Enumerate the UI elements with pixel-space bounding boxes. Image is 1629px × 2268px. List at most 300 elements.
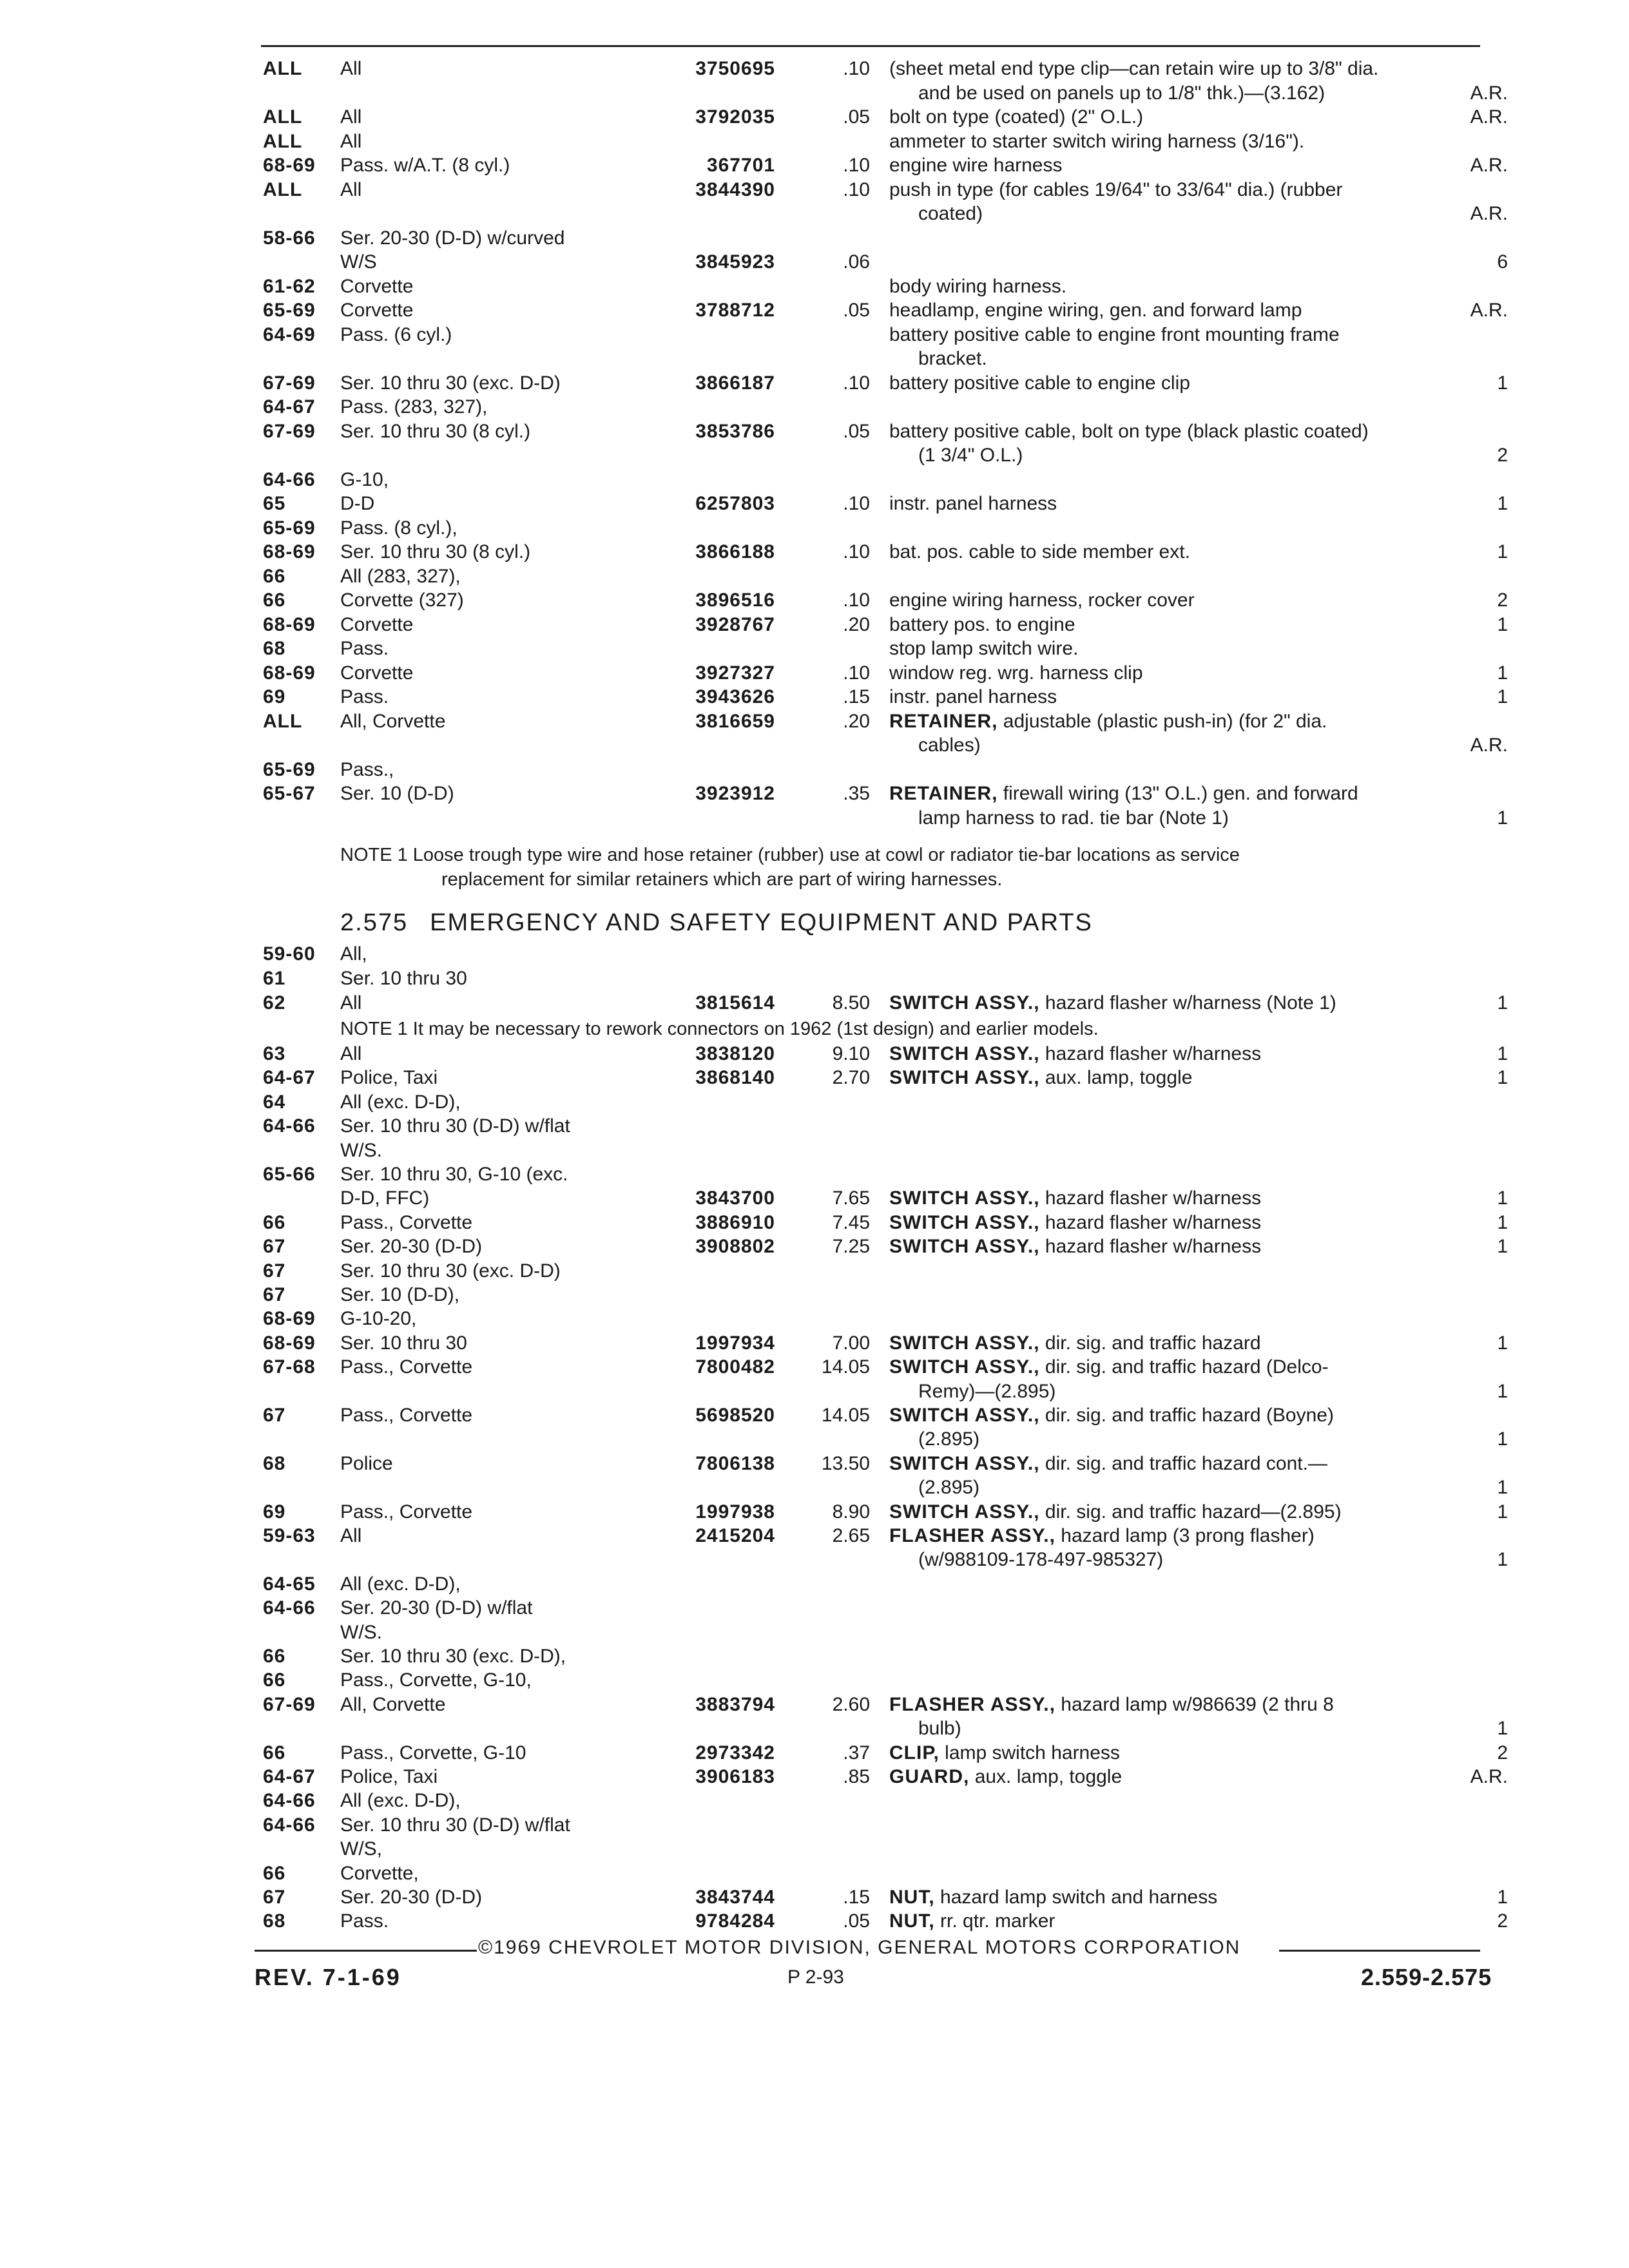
description xyxy=(889,178,1342,202)
parts-row xyxy=(0,1235,1629,1260)
model-application: Ser. 10 thru 30 xyxy=(340,968,467,989)
description-continued: and be used on panels up to 1/8" thk.)—(3.162) xyxy=(918,82,1325,104)
price: .10 xyxy=(843,372,870,394)
quantity: 1 xyxy=(1497,1067,1508,1089)
part-name: SWITCH ASSY., xyxy=(889,1236,1040,1258)
parts-row xyxy=(0,1355,1629,1381)
price: .10 xyxy=(843,58,870,79)
model-year: 64-66 xyxy=(263,1814,316,1836)
description-text: firewall wiring (13" O.L.) gen. and forward xyxy=(1003,783,1358,804)
description-text: hazard flasher w/harness xyxy=(1045,1043,1262,1064)
description xyxy=(889,1693,1334,1717)
quantity: 1 xyxy=(1497,686,1508,707)
model-year: ALL xyxy=(263,130,303,152)
footer-revision: REV. 7-1-69 xyxy=(255,1964,401,1990)
description xyxy=(889,637,1078,661)
description-text: dir. sig. and traffic hazard—(2.895) xyxy=(1045,1501,1342,1523)
model-year: 59-60 xyxy=(263,943,316,965)
model-application: Ser. 10 thru 30, G-10 (exc. xyxy=(340,1164,568,1185)
model-application: Ser. 10 thru 30 (exc. D-D) xyxy=(340,372,561,394)
parts-row xyxy=(0,1331,1629,1357)
model-year: 67 xyxy=(263,1260,286,1282)
model-year: 65-67 xyxy=(263,783,316,804)
part-number: 7806138 xyxy=(695,1452,775,1474)
part-name: SWITCH ASSY., xyxy=(889,1067,1040,1089)
description-text: aux. lamp, toggle xyxy=(974,1766,1123,1787)
description xyxy=(889,105,1143,130)
price: 7.25 xyxy=(832,1236,870,1258)
description xyxy=(889,57,1378,81)
model-year: 64-66 xyxy=(263,1597,316,1619)
model-application: All, Corvette xyxy=(340,710,446,732)
part-name: SWITCH ASSY., xyxy=(889,992,1040,1014)
section-title: EMERGENCY AND SAFETY EQUIPMENT AND PARTS xyxy=(430,909,1093,936)
price: .20 xyxy=(843,710,870,732)
model-year: 62 xyxy=(263,992,286,1014)
description xyxy=(889,1524,1315,1548)
quantity: 2 xyxy=(1497,445,1508,466)
description xyxy=(889,492,1057,516)
model-application: Pass. (8 cyl.), xyxy=(340,517,458,539)
model-application: Police, Taxi xyxy=(340,1766,438,1787)
description xyxy=(889,1355,1329,1379)
model-application: Pass., Corvette, G-10, xyxy=(340,1669,532,1691)
model-year: 65 xyxy=(263,493,286,514)
note-connector: NOTE 1 It may be necessary to rework connectors on 1962 (1st design) and earlier models. xyxy=(340,1019,1099,1039)
parts-row xyxy=(0,1452,1629,1477)
model-application: Pass., Corvette xyxy=(340,1356,473,1378)
parts-row xyxy=(0,1693,1629,1718)
quantity: A.R. xyxy=(1470,300,1508,321)
parts-row xyxy=(0,1620,1629,1646)
parts-row xyxy=(0,806,1629,832)
quantity: 1 xyxy=(1497,1236,1508,1258)
parts-row xyxy=(0,966,1629,992)
model-application: Ser. 20-30 (D-D) w/curved xyxy=(340,227,565,249)
price: .05 xyxy=(843,106,870,128)
model-application: All, Corvette xyxy=(340,1693,446,1715)
part-name: NUT, xyxy=(889,1910,935,1932)
model-year: 64-67 xyxy=(263,1766,316,1787)
part-number: 3923912 xyxy=(695,783,775,804)
description-text: dir. sig. and traffic hazard xyxy=(1045,1332,1261,1354)
description-text: hazard flasher w/harness xyxy=(1045,1187,1262,1209)
parts-row xyxy=(0,1066,1629,1091)
description-continued: (2.895) xyxy=(918,1477,980,1499)
description-text: adjustable (plastic push-in) (for 2" dia. xyxy=(1003,710,1327,732)
parts-row xyxy=(0,298,1629,324)
parts-row xyxy=(0,492,1629,517)
parts-row xyxy=(0,1789,1629,1814)
parts-row xyxy=(0,57,1629,82)
model-year: 66 xyxy=(263,565,286,587)
model-application: Police xyxy=(340,1452,393,1474)
description xyxy=(889,1741,1120,1765)
parts-row xyxy=(0,1475,1629,1501)
part-name: SWITCH ASSY., xyxy=(889,1452,1040,1474)
description xyxy=(889,709,1327,734)
description xyxy=(889,588,1195,613)
model-year: 64-67 xyxy=(263,1067,316,1089)
parts-row xyxy=(0,371,1629,397)
description xyxy=(889,1331,1261,1356)
parts-row xyxy=(0,1524,1629,1550)
description-text: body wiring harness. xyxy=(889,275,1067,297)
price: .06 xyxy=(843,251,870,273)
description xyxy=(889,782,1358,806)
model-application: Ser. 20-30 (D-D) xyxy=(340,1887,483,1908)
model-year: 69 xyxy=(263,1501,286,1523)
model-application: All (exc. D-D), xyxy=(340,1091,461,1113)
model-year: 68-69 xyxy=(263,662,316,684)
parts-row xyxy=(0,613,1629,639)
part-number: 1997938 xyxy=(695,1501,775,1523)
parts-row xyxy=(0,1596,1629,1622)
parts-row xyxy=(0,226,1629,252)
part-number: 3896516 xyxy=(695,590,775,611)
model-application: All, xyxy=(340,943,367,965)
quantity: 1 xyxy=(1497,1501,1508,1523)
model-year: 59-63 xyxy=(263,1525,316,1546)
model-application: Pass., Corvette xyxy=(340,1405,473,1426)
parts-row xyxy=(0,1837,1629,1863)
model-application: Ser. 10 (D-D), xyxy=(340,1284,460,1305)
model-application: Pass., Corvette xyxy=(340,1501,473,1523)
model-application: Ser. 10 thru 30 (exc. D-D), xyxy=(340,1646,566,1667)
parts-row xyxy=(0,991,1629,1017)
parts-row xyxy=(0,419,1629,445)
description-text: battery pos. to engine xyxy=(889,613,1075,635)
quantity: 1 xyxy=(1497,992,1508,1014)
model-year: 64-65 xyxy=(263,1573,316,1595)
price: .10 xyxy=(843,541,870,562)
description-continued: (2.895) xyxy=(918,1428,980,1450)
model-application: D-D xyxy=(340,493,375,514)
part-name: RETAINER, xyxy=(889,783,998,804)
model-application: Pass. (6 cyl.) xyxy=(340,323,452,345)
part-number: 3845923 xyxy=(695,251,775,273)
model-year: 68-69 xyxy=(263,1332,316,1354)
parts-row xyxy=(0,1042,1629,1068)
model-application: G-10, xyxy=(340,468,389,490)
description-text: engine wiring harness, rocker cover xyxy=(889,590,1195,611)
model-application: Ser. 10 thru 30 (8 cyl.) xyxy=(340,420,531,442)
part-name: FLASHER ASSY., xyxy=(889,1693,1055,1715)
description xyxy=(889,1885,1217,1910)
model-application: G-10-20, xyxy=(340,1308,417,1330)
model-year: ALL xyxy=(263,178,303,200)
model-application: All xyxy=(340,1043,362,1064)
parts-row xyxy=(0,637,1629,662)
model-year: 61-62 xyxy=(263,275,316,297)
part-number: 367701 xyxy=(706,155,775,176)
model-year: 66 xyxy=(263,590,286,611)
description-text: dir. sig. and traffic hazard cont.— xyxy=(1045,1452,1327,1474)
price: 7.45 xyxy=(832,1211,870,1233)
parts-row xyxy=(0,178,1629,204)
part-number: 3906183 xyxy=(695,1766,775,1787)
parts-row xyxy=(0,1259,1629,1285)
description-continued: bulb) xyxy=(918,1718,961,1740)
model-year: 64 xyxy=(263,1091,286,1113)
part-name: SWITCH ASSY., xyxy=(889,1043,1040,1064)
quantity: 1 xyxy=(1497,1043,1508,1064)
price: 8.50 xyxy=(832,992,870,1014)
parts-row xyxy=(0,942,1629,968)
parts-row xyxy=(0,202,1629,227)
model-year: 64-66 xyxy=(263,1790,316,1812)
quantity: 6 xyxy=(1497,251,1508,273)
description-text: hazard lamp w/986639 (2 thru 8 xyxy=(1061,1693,1334,1715)
quantity: 1 xyxy=(1497,1887,1508,1908)
parts-row xyxy=(0,1861,1629,1887)
parts-row xyxy=(0,1644,1629,1670)
price: .20 xyxy=(843,613,870,635)
parts-row xyxy=(0,1765,1629,1791)
description-continued: Remy)—(2.895) xyxy=(918,1380,1056,1402)
quantity: A.R. xyxy=(1470,735,1508,756)
model-application: Pass. (283, 327), xyxy=(340,396,488,418)
parts-row xyxy=(0,1211,1629,1236)
description-text: dir. sig. and traffic hazard (Delco- xyxy=(1045,1356,1329,1378)
price: .35 xyxy=(843,783,870,804)
note-retainer-line-2: replacement for similar retainers which are part of wiring harnesses. xyxy=(441,869,1003,890)
part-name: NUT, xyxy=(889,1887,935,1908)
model-application: Ser. 10 (D-D) xyxy=(340,783,454,804)
parts-row xyxy=(0,1162,1629,1188)
model-application: Pass. xyxy=(340,1910,389,1932)
model-application: Pass. xyxy=(340,686,389,707)
model-application: D-D, FFC) xyxy=(340,1187,430,1209)
quantity: 1 xyxy=(1497,1211,1508,1233)
part-number: 3908802 xyxy=(695,1236,775,1258)
model-year: 66 xyxy=(263,1742,286,1763)
part-number: 3928767 xyxy=(695,613,775,635)
part-number: 3866188 xyxy=(695,541,775,562)
description-text: ammeter to starter switch wiring harness (3/16"). xyxy=(889,130,1305,152)
parts-row xyxy=(0,1741,1629,1767)
footer-copyright: ©1969 CHEVROLET MOTOR DIVISION, GENERAL MOTORS CORPORATION xyxy=(478,1937,1241,1958)
parts-row xyxy=(0,1283,1629,1309)
quantity: 1 xyxy=(1497,1332,1508,1354)
model-year: 67-69 xyxy=(263,372,316,394)
model-year: 67-69 xyxy=(263,420,316,442)
model-application: Pass. w/A.T. (8 cyl.) xyxy=(340,155,510,176)
part-number: 3788712 xyxy=(695,300,775,321)
price: .85 xyxy=(843,1766,870,1787)
description-text: engine wire harness xyxy=(889,155,1063,176)
model-year: 68 xyxy=(263,638,286,659)
description xyxy=(889,1186,1261,1211)
parts-row xyxy=(0,468,1629,494)
model-year: 58-66 xyxy=(263,227,316,249)
price: 14.05 xyxy=(821,1405,870,1426)
description xyxy=(889,1765,1122,1789)
description xyxy=(889,540,1190,564)
quantity: 1 xyxy=(1497,541,1508,562)
price: 9.10 xyxy=(832,1043,870,1064)
model-application: All (283, 327), xyxy=(340,565,461,587)
description-text: (sheet metal end type clip—can retain wire up to 3/8" dia. xyxy=(889,58,1379,79)
part-number: 3943626 xyxy=(695,686,775,707)
parts-row xyxy=(0,540,1629,566)
price: 13.50 xyxy=(821,1452,870,1474)
description xyxy=(889,274,1066,299)
model-year: ALL xyxy=(263,106,303,128)
model-application: Ser. 20-30 (D-D) xyxy=(340,1236,483,1258)
model-application: Corvette, xyxy=(340,1862,419,1884)
description-text: push in type (for cables 19/64" to 33/64" dia.) (rubber xyxy=(889,178,1343,200)
model-application: Corvette xyxy=(340,662,414,684)
part-number: 3927327 xyxy=(695,662,775,684)
part-name: SWITCH ASSY., xyxy=(889,1405,1040,1426)
model-application: W/S. xyxy=(340,1621,382,1643)
price: .15 xyxy=(843,1887,870,1908)
price: 8.90 xyxy=(832,1501,870,1523)
description xyxy=(889,661,1143,686)
parts-row xyxy=(0,1909,1629,1935)
description-text: hazard flasher w/harness xyxy=(1045,1211,1262,1233)
description-continued: coated) xyxy=(918,203,983,224)
quantity: 1 xyxy=(1497,1380,1508,1402)
price: .10 xyxy=(843,178,870,200)
part-number: 1997934 xyxy=(695,1332,775,1354)
description-text: bolt on type (coated) (2" O.L.) xyxy=(889,106,1144,128)
parts-row xyxy=(0,1427,1629,1453)
model-year: 65-69 xyxy=(263,758,316,780)
price: 7.65 xyxy=(832,1187,870,1209)
price: .10 xyxy=(843,662,870,684)
part-number: 5698520 xyxy=(695,1405,775,1426)
model-year: 66 xyxy=(263,1669,286,1691)
model-application: Corvette xyxy=(340,613,414,635)
part-number: 3866187 xyxy=(695,372,775,394)
part-name: SWITCH ASSY., xyxy=(889,1211,1040,1233)
description-text: battery positive cable to engine front mounting frame xyxy=(889,323,1340,345)
parts-row xyxy=(0,661,1629,687)
model-application: Ser. 10 thru 30 (8 cyl.) xyxy=(340,541,531,562)
quantity: 2 xyxy=(1497,1910,1508,1932)
model-year: 67 xyxy=(263,1284,286,1305)
model-year: 64-66 xyxy=(263,468,316,490)
section-heading xyxy=(340,907,1093,938)
footer-rule-left xyxy=(255,1950,477,1952)
price: 7.00 xyxy=(832,1332,870,1354)
description-text: battery positive cable, bolt on type (black plastic coated) xyxy=(889,420,1369,442)
description-text: rr. qtr. marker xyxy=(940,1910,1055,1932)
part-name: CLIP, xyxy=(889,1742,940,1763)
footer-page-number: P 2-93 xyxy=(787,1966,844,1988)
description xyxy=(889,153,1063,178)
model-application: Corvette xyxy=(340,275,414,297)
part-number: 3816659 xyxy=(695,710,775,732)
description xyxy=(889,323,1340,347)
description-continued: (1 3/4" O.L.) xyxy=(918,445,1023,466)
description xyxy=(889,1452,1327,1476)
parts-row xyxy=(0,250,1629,276)
description xyxy=(889,130,1304,154)
parts-row xyxy=(0,1379,1629,1405)
part-name: GUARD, xyxy=(889,1766,970,1787)
model-year: 67 xyxy=(263,1405,286,1426)
description-text: lamp switch harness xyxy=(945,1742,1120,1763)
model-application: Ser. 10 thru 30 (D-D) w/flat xyxy=(340,1814,570,1836)
model-year: 61 xyxy=(263,968,286,989)
part-name: SWITCH ASSY., xyxy=(889,1332,1040,1354)
description xyxy=(889,685,1057,709)
model-application: Pass., xyxy=(340,758,394,780)
description xyxy=(889,613,1075,637)
part-name: SWITCH ASSY., xyxy=(889,1356,1040,1378)
top-rule xyxy=(261,45,1480,47)
price: .15 xyxy=(843,686,870,707)
parts-row xyxy=(0,274,1629,300)
parts-row xyxy=(0,1500,1629,1526)
model-year: 67 xyxy=(263,1236,286,1258)
description xyxy=(889,1909,1055,1934)
model-year: 67 xyxy=(263,1887,286,1908)
model-application: Corvette xyxy=(340,300,414,321)
description-text: hazard lamp switch and harness xyxy=(940,1887,1218,1908)
model-year: 65-69 xyxy=(263,517,316,539)
description xyxy=(889,419,1369,444)
model-year: 63 xyxy=(263,1043,286,1064)
description-text: hazard lamp (3 prong flasher) xyxy=(1061,1525,1315,1546)
model-year: 68-69 xyxy=(263,613,316,635)
quantity: A.R. xyxy=(1470,82,1508,104)
parts-row xyxy=(0,1548,1629,1573)
description xyxy=(889,1235,1261,1259)
model-year: 64-66 xyxy=(263,1115,316,1137)
model-year: ALL xyxy=(263,710,303,732)
model-year: 65-69 xyxy=(263,300,316,321)
model-application: Ser. 10 thru 30 xyxy=(340,1332,467,1354)
parts-row xyxy=(0,443,1629,469)
parts-row xyxy=(0,153,1629,179)
description-text: hazard flasher w/harness (Note 1) xyxy=(1045,992,1336,1014)
parts-row xyxy=(0,1572,1629,1598)
part-name: SWITCH ASSY., xyxy=(889,1187,1040,1209)
note-retainer-line-1: NOTE 1 Loose trough type wire and hose retainer (rubber) use at cowl or radiator tie-bar locations as service xyxy=(340,845,1240,865)
model-year: 66 xyxy=(263,1862,286,1884)
quantity: A.R. xyxy=(1470,106,1508,128)
description-text: battery positive cable to engine clip xyxy=(889,372,1190,394)
model-year: ALL xyxy=(263,58,303,79)
parts-row xyxy=(0,1813,1629,1839)
quantity: A.R. xyxy=(1470,155,1508,176)
footer-section-range: 2.559-2.575 xyxy=(1361,1964,1492,1990)
parts-row xyxy=(0,1668,1629,1694)
description xyxy=(889,1066,1192,1090)
description xyxy=(889,991,1336,1015)
part-number: 3843700 xyxy=(695,1187,775,1209)
parts-row xyxy=(0,1090,1629,1116)
model-application: All xyxy=(340,130,362,152)
parts-row xyxy=(0,758,1629,783)
model-year: 68 xyxy=(263,1452,286,1474)
model-year: 68-69 xyxy=(263,541,316,562)
model-application: Pass. xyxy=(340,638,389,659)
description-continued: (w/988109-178-497-985327) xyxy=(918,1549,1164,1571)
footer-rule-right xyxy=(1279,1950,1480,1952)
quantity: 1 xyxy=(1497,662,1508,684)
part-name: FLASHER ASSY., xyxy=(889,1525,1055,1546)
model-year: 68 xyxy=(263,1910,286,1932)
parts-row xyxy=(0,516,1629,542)
part-number: 3883794 xyxy=(695,1693,775,1715)
quantity: 1 xyxy=(1497,1187,1508,1209)
model-year: 68-69 xyxy=(263,155,316,176)
